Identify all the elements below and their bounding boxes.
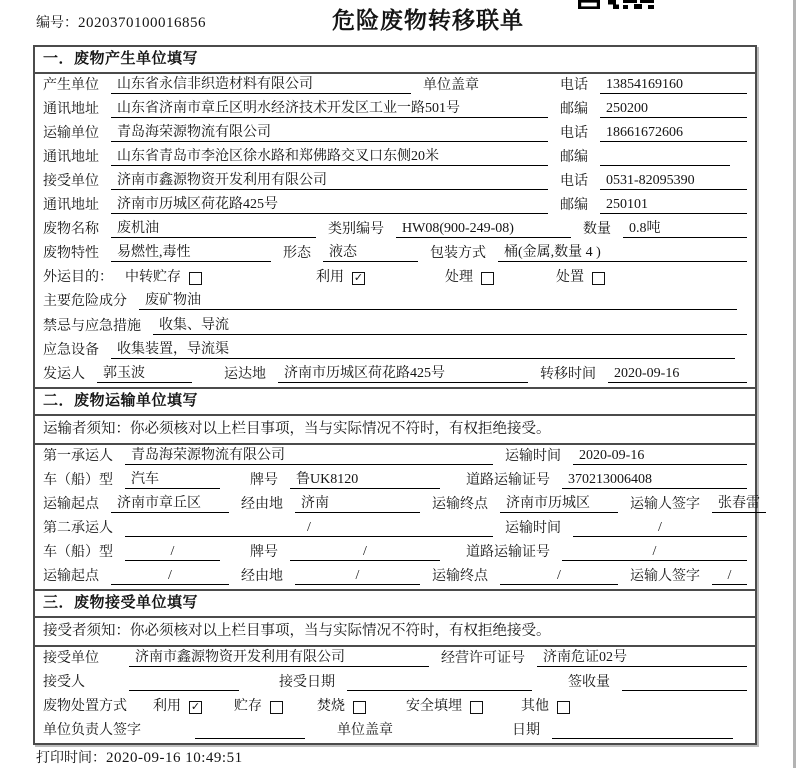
- transfer-date-value: 2020-09-16: [608, 366, 747, 383]
- shipper-value: 郭玉波: [97, 362, 192, 383]
- carrier1-value: 青岛海荣源物流有限公司: [125, 444, 493, 465]
- disposal-landfill-label: 安全填埋: [406, 698, 462, 714]
- carrier2-right-group: [505, 517, 747, 537]
- section1-body: [35, 74, 755, 387]
- phone2-value: 18661672606: [600, 125, 747, 142]
- zip2-value: [600, 149, 730, 166]
- receiver-address-row: [35, 194, 755, 218]
- transfer-purpose-row: [35, 266, 755, 290]
- origin1-value: 济南市章丘区: [111, 492, 229, 513]
- addr1-left-group: [43, 97, 548, 118]
- route2-row: [35, 565, 755, 589]
- equipment-value: 收集装置，导流渠: [111, 338, 735, 359]
- qr-code-fragment: [578, 0, 654, 9]
- section2-header: 二．废物运输单位填写: [35, 387, 755, 416]
- addr1-right-group: [560, 98, 747, 118]
- phone1-value: 13854169160: [600, 77, 747, 94]
- shipper-row: [35, 363, 755, 387]
- phone3-value: 0531-82095390: [600, 173, 747, 190]
- serial-line: [36, 12, 206, 32]
- transporter-value: 青岛海荣源物流有限公司: [111, 121, 548, 142]
- trait-value: 易燃性,毒性: [111, 241, 271, 262]
- trait-label: 废物特性: [43, 246, 99, 262]
- accept-unit-row: [35, 647, 755, 671]
- emergency-equipment-row: [35, 339, 755, 363]
- transport-time1-label: 运输时间: [505, 448, 561, 464]
- purpose-transit-storage-option: [125, 266, 202, 286]
- purpose-dispose-option: [556, 266, 605, 286]
- section2-notice: 运输者须知：你必须核对以上栏目事项，当与实际情况不符时，有权拒绝接受。: [35, 416, 755, 445]
- disposal-incinerate-option: [317, 695, 366, 715]
- print-time-label: 打印时间：: [36, 751, 106, 766]
- transporter-label: 运输单位: [43, 126, 99, 142]
- manifest-table: [33, 45, 760, 745]
- taboo-value: 收集、导流: [153, 314, 747, 335]
- waste-name-row: [35, 218, 755, 242]
- sign2-value: /: [712, 568, 747, 585]
- disposal-incinerate-label: 焚烧: [317, 698, 345, 714]
- waste-trait-row: [35, 242, 755, 266]
- taboo-measures-row: [35, 314, 755, 338]
- vehicle2-row: [35, 541, 755, 565]
- transporter-right-group: [560, 122, 747, 142]
- transport-time1-value: 2020-09-16: [573, 448, 747, 465]
- packing-value: 桶(金属,数量 4 ): [498, 241, 747, 262]
- permit1-label: 道路运输证号: [466, 472, 550, 488]
- zip1-label: 邮编: [560, 102, 588, 118]
- principal-label: 单位负责人签字: [43, 723, 141, 739]
- unit-seal3-label: 单位盖章: [337, 723, 393, 739]
- purpose-label: 外运目的：: [43, 270, 113, 286]
- disposal-other-label: 其他: [521, 698, 549, 714]
- permit1-value: 370213006408: [562, 472, 747, 489]
- addr3-left-group: [43, 193, 548, 214]
- route1-row: [35, 493, 760, 517]
- origin2-label: 运输起点: [43, 568, 99, 584]
- addr2-right-group: [560, 146, 747, 166]
- addr1-label: 通讯地址: [43, 102, 99, 118]
- waste-name-value: 废机油: [111, 217, 316, 238]
- transporter-address-row: [35, 146, 755, 170]
- addr2-left-group: [43, 145, 548, 166]
- destination-label: 运达地: [224, 366, 266, 382]
- vehicle1-row: [35, 469, 755, 493]
- category-value: HW08(900-249-08): [396, 221, 571, 238]
- carrier2-left-group: [43, 517, 493, 537]
- receiver-value: 济南市鑫源物资开发利用有限公司: [111, 169, 548, 190]
- vehicle2-label: 车（船）型: [43, 544, 113, 560]
- disposal-method-row: [35, 695, 755, 719]
- receiver-left-group: [43, 169, 548, 190]
- serial-label: 编号：: [36, 16, 78, 31]
- carrier1-right-group: [505, 445, 747, 465]
- section1-header: 一．废物产生单位填写: [35, 47, 755, 74]
- producer-label: 产生单位: [43, 78, 99, 94]
- purpose-transit-storage-label: 中转贮存: [125, 270, 181, 286]
- waste-name-label: 废物名称: [43, 222, 99, 238]
- purpose-treat-checkbox: [481, 272, 494, 285]
- section3-body: [35, 647, 755, 743]
- addr3-label: 通讯地址: [43, 198, 99, 214]
- producer-left-group: [43, 73, 548, 94]
- producer-row: [35, 74, 755, 98]
- zip2-label: 邮编: [560, 150, 588, 166]
- purpose-dispose-checkbox: [592, 272, 605, 285]
- sign-date-label: 日期: [512, 723, 540, 739]
- producer-right-group: [560, 74, 747, 94]
- disposal-storage-checkbox: [270, 701, 283, 714]
- addr2-value: 山东省青岛市李沧区徐水路和郑佛路交叉口东侧20米: [111, 145, 548, 166]
- plate2-value: /: [290, 544, 440, 561]
- sign2-label: 运输人签字: [630, 568, 700, 584]
- hazard-component-row: [35, 290, 755, 314]
- accept-date-value: [347, 674, 532, 691]
- phone2-label: 电话: [560, 126, 588, 142]
- acceptor-row: [35, 671, 755, 695]
- disposal-landfill-option: [406, 695, 483, 715]
- transport-time2-label: 运输时间: [505, 520, 561, 536]
- origin2-value: /: [111, 568, 229, 585]
- quantity-value: 0.8吨: [623, 217, 747, 238]
- hazard-label: 主要危险成分: [43, 294, 127, 310]
- destination-value: 济南市历城区荷花路425号: [278, 362, 528, 383]
- end1-label: 运输终点: [432, 496, 488, 512]
- form-value: 液态: [323, 241, 418, 262]
- plate1-label: 牌号: [250, 472, 278, 488]
- disposal-method-label: 废物处置方式: [43, 698, 127, 714]
- disposal-other-checkbox: [557, 701, 570, 714]
- addr3-value: 济南市历城区荷花路425号: [111, 193, 548, 214]
- principal-value: [195, 722, 305, 739]
- purpose-treat-option: [445, 266, 494, 286]
- disposal-utilize-checkbox: ✓: [190, 699, 201, 713]
- purpose-utilize-label: 利用: [316, 270, 344, 286]
- license-label: 经营许可证号: [441, 650, 525, 666]
- carrier1-label: 第一承运人: [43, 448, 113, 464]
- phone3-label: 电话: [560, 174, 588, 190]
- disposal-storage-option: [234, 695, 283, 715]
- producer-address-row: [35, 98, 755, 122]
- transport-time2-value: /: [573, 520, 747, 537]
- sign1-value: 张春雷: [712, 492, 766, 513]
- via2-label: 经由地: [241, 568, 283, 584]
- disposal-other-option: [521, 695, 570, 715]
- sign-date-value: [552, 722, 733, 739]
- hazard-value: 废矿物油: [139, 289, 737, 310]
- vehicle1-label: 车（船）型: [43, 472, 113, 488]
- serial-number: 2020370100016856: [78, 15, 206, 31]
- purpose-dispose-label: 处置: [556, 270, 584, 286]
- producer-value: 山东省永信非织造材料有限公司: [111, 73, 411, 94]
- purpose-transit-storage-checkbox: [189, 272, 202, 285]
- addr1-value: 山东省济南市章丘区明水经济技术开发区工业一路501号: [111, 97, 548, 118]
- carrier2-label: 第二承运人: [43, 520, 113, 536]
- plate1-value: 鲁UK8120: [290, 468, 440, 489]
- zip3-value: 250101: [600, 197, 747, 214]
- receiver-right-group: [560, 170, 747, 190]
- via1-label: 经由地: [241, 496, 283, 512]
- license-value: 济南危证02号: [537, 646, 747, 667]
- signed-amount-label: 签收量: [568, 674, 610, 690]
- accept-unit-value: 济南市鑫源物资开发利用有限公司: [129, 646, 429, 667]
- zip3-label: 邮编: [560, 198, 588, 214]
- transfer-date-label: 转移时间: [540, 366, 596, 382]
- permit2-value: /: [562, 544, 747, 561]
- addr3-right-group: [560, 194, 747, 214]
- section2-body: [35, 445, 760, 589]
- print-time-line: [36, 747, 243, 767]
- quantity-label: 数量: [583, 222, 611, 238]
- carrier2-value: /: [125, 520, 493, 537]
- print-time-value: 2020-09-16 10:49:51: [106, 750, 243, 766]
- sign1-label: 运输人签字: [630, 496, 700, 512]
- section3-notice: 接受者须知：你必须核对以上栏目事项，当与实际情况不符时，有权拒绝接受。: [35, 618, 755, 647]
- phone1-label: 电话: [560, 78, 588, 94]
- signed-amount-value: [622, 674, 747, 691]
- disposal-incinerate-checkbox: [353, 701, 366, 714]
- end2-value: /: [500, 568, 618, 585]
- section3-header: 三．废物接受单位填写: [35, 589, 755, 618]
- disposal-utilize-label: 利用: [153, 698, 181, 714]
- plate2-label: 牌号: [250, 544, 278, 560]
- via1-value: 济南: [295, 492, 420, 513]
- receiver-row: [35, 170, 755, 194]
- purpose-utilize-option: [316, 266, 365, 286]
- carrier1-row: [35, 445, 755, 469]
- accept-unit-label: 接受单位: [43, 650, 99, 666]
- form-label: 形态: [283, 246, 311, 262]
- disposal-utilize-option: [153, 695, 202, 715]
- transporter-left-group: [43, 121, 548, 142]
- transporter-row: [35, 122, 755, 146]
- carrier2-row: [35, 517, 755, 541]
- acceptor-label: 接受人: [43, 674, 85, 690]
- addr2-label: 通讯地址: [43, 150, 99, 166]
- taboo-label: 禁忌与应急措施: [43, 318, 141, 334]
- via2-value: /: [295, 568, 420, 585]
- accept-date-label: 接受日期: [279, 674, 335, 690]
- category-label: 类别编号: [328, 222, 384, 238]
- vehicle2-value: /: [125, 544, 220, 561]
- shipper-label: 发运人: [43, 366, 85, 382]
- end1-value: 济南市历城区: [500, 492, 618, 513]
- principal-signature-row: [35, 719, 755, 743]
- purpose-treat-label: 处理: [445, 270, 473, 286]
- equipment-label: 应急设备: [43, 342, 99, 358]
- disposal-storage-label: 贮存: [234, 698, 262, 714]
- permit2-label: 道路运输证号: [466, 544, 550, 560]
- zip1-value: 250200: [600, 101, 747, 118]
- unit-seal-label: 单位盖章: [423, 78, 479, 94]
- origin1-label: 运输起点: [43, 496, 99, 512]
- vehicle1-value: 汽车: [125, 468, 220, 489]
- disposal-landfill-checkbox: [470, 701, 483, 714]
- end2-label: 运输终点: [432, 568, 488, 584]
- acceptor-value: [129, 674, 239, 691]
- receiver-label: 接受单位: [43, 174, 99, 190]
- page-title: 危险废物转移联单: [332, 8, 524, 33]
- purpose-utilize-checkbox: ✓: [353, 271, 364, 285]
- packing-label: 包装方式: [430, 246, 486, 262]
- carrier1-left-group: [43, 444, 493, 465]
